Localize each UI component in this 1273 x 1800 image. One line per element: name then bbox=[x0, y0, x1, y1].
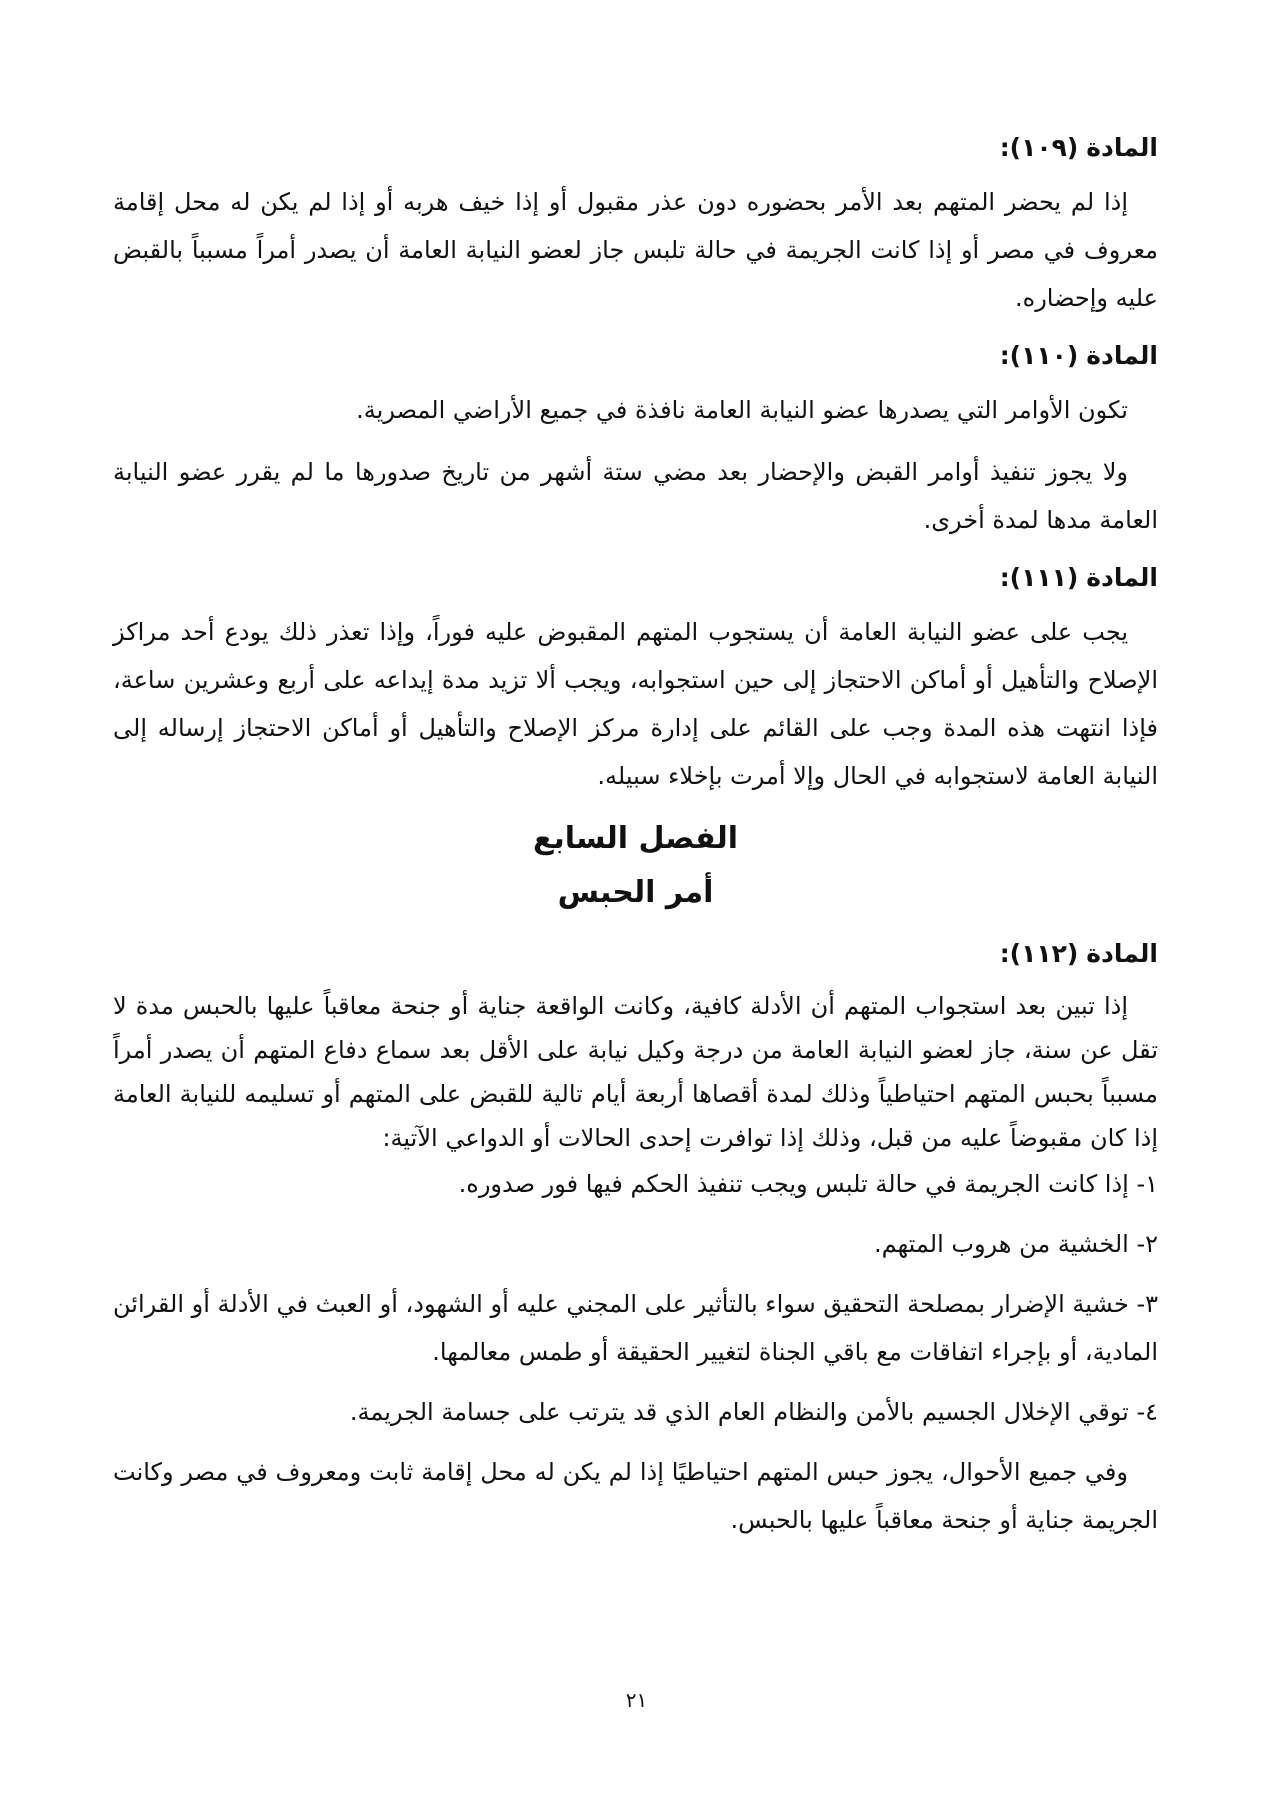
article-112-closing: وفي جميع الأحوال، يجوز حبس المتهم احتياطيًا إذا لم يكن له محل إقامة ثابت ومعروف في مصر وكانت الجريمة جناية أو جنحة معاقباً عليها بالحبس. bbox=[113, 1458, 1158, 1534]
chapter-title: الفصل السابع bbox=[532, 821, 739, 856]
article-number: (١١٢): bbox=[999, 939, 1079, 968]
page-number: ٢١ bbox=[625, 1688, 648, 1712]
article-110-text-2: ولا يجوز تنفيذ أوامر القبض والإحضار بعد مضي ستة أشهر من تاريخ صدورها ما لم يقرر عضو النيابة العامة مدها لمدة أخرى. bbox=[113, 458, 1158, 534]
chapter-subtitle: أمر الحبس bbox=[557, 875, 714, 910]
article-111-text: يجب على عضو النيابة العامة أن يستجوب المتهم المقبوض عليه فوراً، وإذا تعذر ذلك يودع أحد مراكز الإصلاح والتأهيل أو أماكن الاحتجاز إلى حين استجوابه، ويجب ألا تزيد مدة إيداعه على أربع وعشرين ساعة، فإذا انتهت هذه المدة وجب على القائم على إدارة مركز الإصلاح والتأهيل أو أماكن الاحتجاز إرساله إلى النيابة العامة لاستجوابه في الحال وإلا أمرت بإخلاء سبيله. bbox=[113, 618, 1158, 790]
article-112-item-1: ١- إذا كانت الجريمة في حالة تلبس ويجب تنفيذ الحكم فيها فور صدوره. bbox=[458, 1170, 1158, 1198]
article-label: المادة bbox=[1086, 563, 1158, 592]
article-109-text: إذا لم يحضر المتهم بعد الأمر بحضوره دون عذر مقبول أو إذا خيف هربه أو إذا لم يكن له محل إقامة معروف في مصر أو إذا كانت الجريمة في حالة تلبس جاز لعضو النيابة العامة أن يصدر أمراً مسبباً بالقبض عليه وإحضاره. bbox=[113, 188, 1158, 312]
article-label: المادة bbox=[1086, 341, 1158, 370]
article-110-heading bbox=[113, 336, 1158, 376]
article-label: المادة bbox=[1086, 939, 1158, 968]
article-111-heading bbox=[113, 558, 1158, 598]
article-label: المادة bbox=[1086, 133, 1158, 162]
article-112-intro: إذا تبين بعد استجواب المتهم أن الأدلة كافية، وكانت الواقعة جناية أو جنحة معاقباً عليها بالحبس مدة لا تقل عن سنة، جاز لعضو النيابة العامة من درجة وكيل نيابة على الأقل بعد سماع دفاع المتهم أن يصدر أمراً مسبباً بحبس المتهم احتياطياً وذلك لمدة أقصاها أربعة أيام تالية للقبض على المتهم أو تسليمه للنيابة العامة إذا كان مقبوضاً عليه من قبل، وذلك إذا توافرت إحدى الحالات أو الدواعي الآتية: bbox=[113, 992, 1158, 1152]
article-112-item-3: ٣- خشية الإضرار بمصلحة التحقيق سواء بالتأثير على المجني عليه أو الشهود، أو العبث في الأدلة أو القرائن المادية، أو بإجراء اتفاقات مع باقي الجناة لتغيير الحقيقة أو طمس معالمها. bbox=[113, 1290, 1158, 1366]
article-110-text-1: تكون الأوامر التي يصدرها عضو النيابة العامة نافذة في جميع الأراضي المصرية. bbox=[356, 396, 1128, 424]
article-number: (١١٠): bbox=[999, 341, 1079, 370]
article-112-item-4: ٤- توقي الإخلال الجسيم بالأمن والنظام العام الذي قد يترتب على جسامة الجريمة. bbox=[349, 1398, 1158, 1426]
article-109-heading bbox=[113, 128, 1158, 168]
article-number: (١٠٩): bbox=[999, 133, 1079, 162]
page-content bbox=[113, 128, 1158, 1558]
article-112-heading bbox=[113, 934, 1158, 974]
article-112-item-2: ٢- الخشية من هروب المتهم. bbox=[873, 1230, 1158, 1258]
article-number: (١١١): bbox=[999, 563, 1079, 592]
